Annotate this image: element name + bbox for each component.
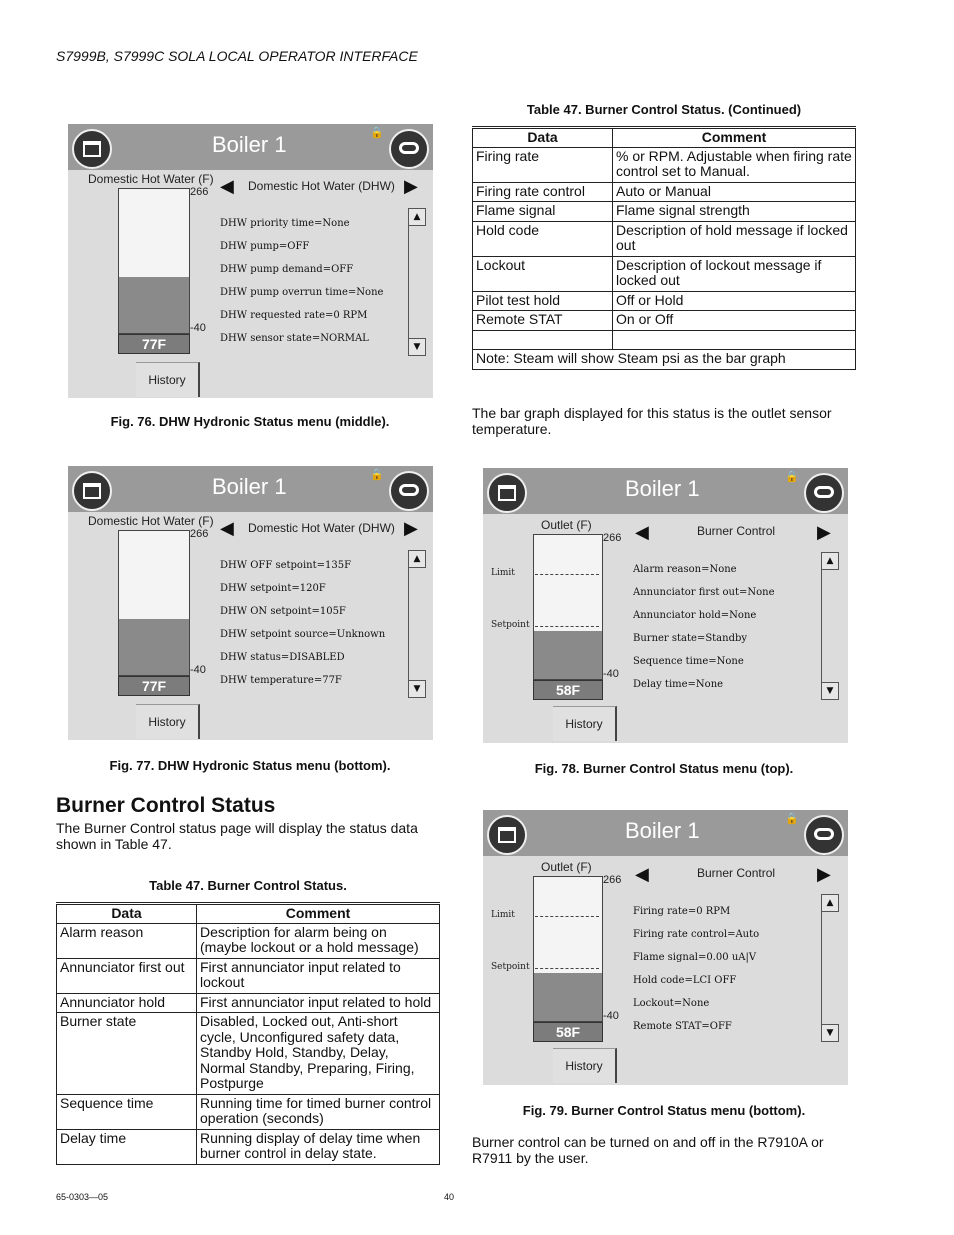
status-line: Sequence time=None: [633, 656, 744, 667]
history-button[interactable]: History: [553, 706, 617, 741]
table47cont-caption: Table 47. Burner Control Status. (Continued): [526, 102, 802, 117]
lock-icon: 🔒: [370, 126, 384, 139]
table-row: [473, 202, 856, 222]
table-row: [473, 182, 856, 202]
status-line: Burner state=Standby: [633, 633, 748, 644]
scroll-up-button[interactable]: ▲: [821, 552, 839, 570]
back-icon[interactable]: [389, 129, 429, 169]
comment-cell: Disabled, Locked out, Anti-short cycle, Unconfigured safety data, Standby Hold, Standby, Delay, Normal Standby, Preparing, Firing, Postpurge: [197, 1013, 440, 1095]
table-row: [57, 1129, 440, 1164]
data-cell: Sequence time: [57, 1094, 197, 1129]
left-arrow-icon[interactable]: ◀: [220, 176, 234, 197]
temperature-bar: [533, 876, 603, 1022]
table47cont-note: Note: Steam will show Steam psi as the bar graph: [473, 350, 856, 370]
doc-number: 65-0303—05: [56, 1192, 109, 1202]
history-button[interactable]: History: [136, 362, 200, 397]
table-row: [57, 993, 440, 1013]
temperature-readout: 77F: [118, 334, 190, 354]
status-line: DHW temperature=77F: [220, 675, 342, 686]
comment-cell: Flame signal strength: [613, 202, 856, 222]
scale-max-label: 266: [190, 186, 209, 198]
status-line: Hold code=LCI OFF: [633, 975, 737, 986]
screen-title: Boiler 1: [625, 818, 700, 843]
status-line: DHW status=DISABLED: [220, 652, 345, 663]
status-line: Flame signal=0.00 uA|V: [633, 952, 757, 963]
title-bar: [483, 810, 848, 856]
temperature-readout: 58F: [533, 680, 603, 700]
scroll-down-button[interactable]: ▼: [408, 338, 426, 356]
bar-graph-label: Outlet (F): [541, 860, 592, 874]
status-line: Firing rate control=Auto: [633, 929, 760, 940]
scrollbar[interactable]: [821, 896, 838, 1036]
temperature-bar: [118, 530, 190, 676]
scroll-up-button[interactable]: ▲: [821, 894, 839, 912]
scale-min-label: -40: [603, 668, 619, 680]
temperature-readout: 77F: [118, 676, 190, 696]
history-button[interactable]: History: [136, 704, 200, 739]
table-row: [473, 330, 856, 350]
temperature-bar: [118, 188, 190, 334]
home-icon[interactable]: [72, 129, 112, 169]
scroll-down-button[interactable]: ▼: [408, 680, 426, 698]
lock-icon: 🔒: [370, 468, 384, 481]
status-line: Remote STAT=OFF: [633, 1021, 732, 1032]
right-arrow-icon[interactable]: ▶: [404, 176, 418, 197]
burner-control-screen-top: [483, 468, 848, 743]
scale-max-label: 266: [603, 532, 622, 544]
home-icon[interactable]: [487, 473, 527, 513]
limit-line: [535, 916, 599, 917]
data-cell: Flame signal: [473, 202, 613, 222]
scale-max-label: 266: [190, 528, 209, 540]
temperature-bar-fill: [119, 277, 189, 333]
home-icon[interactable]: [487, 815, 527, 855]
fig78-caption: Fig. 78. Burner Control Status menu (top).: [534, 761, 794, 776]
setpoint-line: [535, 968, 599, 969]
lock-icon: 🔒: [785, 470, 799, 483]
table47cont-header-data: Data: [473, 128, 613, 148]
menu-label: Domestic Hot Water (DHW): [248, 179, 395, 193]
comment-cell: Description for alarm being on (maybe lockout or a hold message): [197, 923, 440, 958]
status-line: DHW setpoint source=Unknown: [220, 629, 386, 640]
status-line: DHW requested rate=0 RPM: [220, 310, 368, 321]
left-arrow-icon[interactable]: ◀: [635, 522, 649, 543]
temperature-bar: [533, 534, 603, 680]
status-line: DHW pump overrun time=None: [220, 287, 384, 298]
comment-cell: Running display of delay time when burner control in delay state.: [197, 1129, 440, 1164]
comment-cell: [613, 330, 856, 350]
status-line: DHW priority time=None: [220, 218, 350, 229]
table47: [56, 902, 440, 1165]
screen-title: Boiler 1: [212, 474, 287, 499]
scroll-up-button[interactable]: ▲: [408, 550, 426, 568]
comment-cell: % or RPM. Adjustable when firing rate control set to Manual.: [613, 147, 856, 182]
left-arrow-icon[interactable]: ◀: [635, 864, 649, 885]
table-row: [473, 147, 856, 182]
menu-label: Burner Control: [697, 866, 776, 880]
table-row: [473, 311, 856, 331]
fig77-caption: Fig. 77. DHW Hydronic Status menu (bottom).: [109, 758, 391, 773]
table-row: [57, 958, 440, 993]
scale-min-label: -40: [603, 1010, 619, 1022]
bar-graph-note: The bar graph displayed for this status is the outlet sensor temperature.: [472, 405, 832, 437]
limit-label: Limit: [491, 910, 515, 920]
table47cont-header-comment: Comment: [613, 128, 856, 148]
fig79-caption: Fig. 79. Burner Control Status menu (bottom).: [522, 1103, 806, 1118]
title-bar: [68, 124, 433, 170]
data-cell: Firing rate control: [473, 182, 613, 202]
scale-min-label: -40: [190, 322, 206, 334]
dhw-status-screen-middle: [68, 124, 433, 398]
temperature-bar-fill: [534, 973, 602, 1021]
page-number: 40: [444, 1192, 455, 1202]
closing-note: Burner control can be turned on and off in the R7910A or R7911 by the user.: [472, 1134, 824, 1166]
status-line: Annunciator hold=None: [633, 610, 757, 621]
data-cell: Annunciator hold: [57, 993, 197, 1013]
temperature-bar-fill: [534, 631, 602, 679]
table47-header-data: Data: [57, 904, 197, 924]
burner-control-screen-bottom: [483, 810, 848, 1085]
comment-cell: On or Off: [613, 311, 856, 331]
data-cell: [473, 330, 613, 350]
table47-continued: [472, 126, 856, 370]
temperature-readout: 58F: [533, 1022, 603, 1042]
comment-cell: Description of lockout message if locked out: [613, 256, 856, 291]
limit-label: Limit: [491, 568, 515, 578]
dhw-status-screen-bottom: [68, 466, 433, 740]
status-line: DHW OFF setpoint=135F: [220, 560, 352, 571]
history-button[interactable]: History: [553, 1048, 617, 1083]
comment-cell: Description of hold message if locked out: [613, 221, 856, 256]
status-line: DHW setpoint=120F: [220, 583, 326, 594]
data-cell: Lockout: [473, 256, 613, 291]
data-cell: Alarm reason: [57, 923, 197, 958]
back-icon[interactable]: [804, 815, 844, 855]
left-arrow-icon[interactable]: ◀: [220, 518, 234, 539]
status-line: DHW pump demand=OFF: [220, 264, 354, 275]
data-cell: Burner state: [57, 1013, 197, 1095]
bar-graph-label: Outlet (F): [541, 518, 592, 532]
scrollbar[interactable]: [408, 210, 425, 350]
back-icon[interactable]: [804, 473, 844, 513]
data-cell: Delay time: [57, 1129, 197, 1164]
table-row: [473, 256, 856, 291]
comment-cell: Off or Hold: [613, 291, 856, 311]
screen-title: Boiler 1: [212, 132, 287, 157]
title-bar: [483, 468, 848, 514]
screen-title: Boiler 1: [625, 476, 700, 501]
table47-header-comment: Comment: [197, 904, 440, 924]
scroll-down-button[interactable]: ▼: [821, 682, 839, 700]
status-line: Delay time=None: [633, 679, 724, 690]
table47-caption: Table 47. Burner Control Status.: [149, 878, 347, 893]
scale-max-label: 266: [603, 874, 622, 886]
back-icon[interactable]: [389, 471, 429, 511]
right-arrow-icon[interactable]: ▶: [817, 864, 831, 885]
setpoint-line: [535, 626, 599, 627]
scale-min-label: -40: [190, 664, 206, 676]
comment-cell: First annunciator input related to hold: [197, 993, 440, 1013]
status-line: Alarm reason=None: [633, 564, 737, 575]
section-intro: The Burner Control status page will display the status data shown in Table 47.: [56, 820, 418, 852]
title-bar: [68, 466, 433, 512]
data-cell: Pilot test hold: [473, 291, 613, 311]
bar-graph-label: Domestic Hot Water (F): [88, 172, 214, 186]
scroll-down-button[interactable]: ▼: [821, 1024, 839, 1042]
menu-label: Domestic Hot Water (DHW): [248, 521, 395, 535]
running-header: S7999B, S7999C SOLA LOCAL OPERATOR INTERFACE: [56, 48, 418, 64]
status-line: DHW sensor state=NORMAL: [220, 333, 369, 344]
data-cell: Annunciator first out: [57, 958, 197, 993]
table-row: [473, 291, 856, 311]
status-line: Lockout=None: [633, 998, 710, 1009]
limit-line: [535, 574, 599, 575]
section-heading: Burner Control Status: [56, 794, 276, 817]
status-line: Annunciator first out=None: [633, 587, 775, 598]
fig76-caption: Fig. 76. DHW Hydronic Status menu (middle).: [110, 414, 390, 429]
scrollbar[interactable]: [408, 552, 425, 692]
status-line: DHW pump=OFF: [220, 241, 310, 252]
table-row: [57, 923, 440, 958]
temperature-bar-fill: [119, 619, 189, 675]
scrollbar[interactable]: [821, 554, 838, 694]
right-arrow-icon[interactable]: ▶: [817, 522, 831, 543]
data-cell: Remote STAT: [473, 311, 613, 331]
setpoint-label: Setpoint: [491, 620, 530, 630]
right-arrow-icon[interactable]: ▶: [404, 518, 418, 539]
table-row: [57, 1013, 440, 1095]
home-icon[interactable]: [72, 471, 112, 511]
setpoint-label: Setpoint: [491, 962, 530, 972]
scroll-up-button[interactable]: ▲: [408, 208, 426, 226]
status-line: DHW ON setpoint=105F: [220, 606, 346, 617]
status-line: Firing rate=0 RPM: [633, 906, 731, 917]
data-cell: Hold code: [473, 221, 613, 256]
comment-cell: Running time for timed burner control operation (seconds): [197, 1094, 440, 1129]
data-cell: Firing rate: [473, 147, 613, 182]
menu-label: Burner Control: [697, 524, 776, 538]
comment-cell: First annunciator input related to lockout: [197, 958, 440, 993]
lock-icon: 🔒: [785, 812, 799, 825]
bar-graph-label: Domestic Hot Water (F): [88, 514, 214, 528]
table-row: [57, 1094, 440, 1129]
comment-cell: Auto or Manual: [613, 182, 856, 202]
table-row: [473, 221, 856, 256]
